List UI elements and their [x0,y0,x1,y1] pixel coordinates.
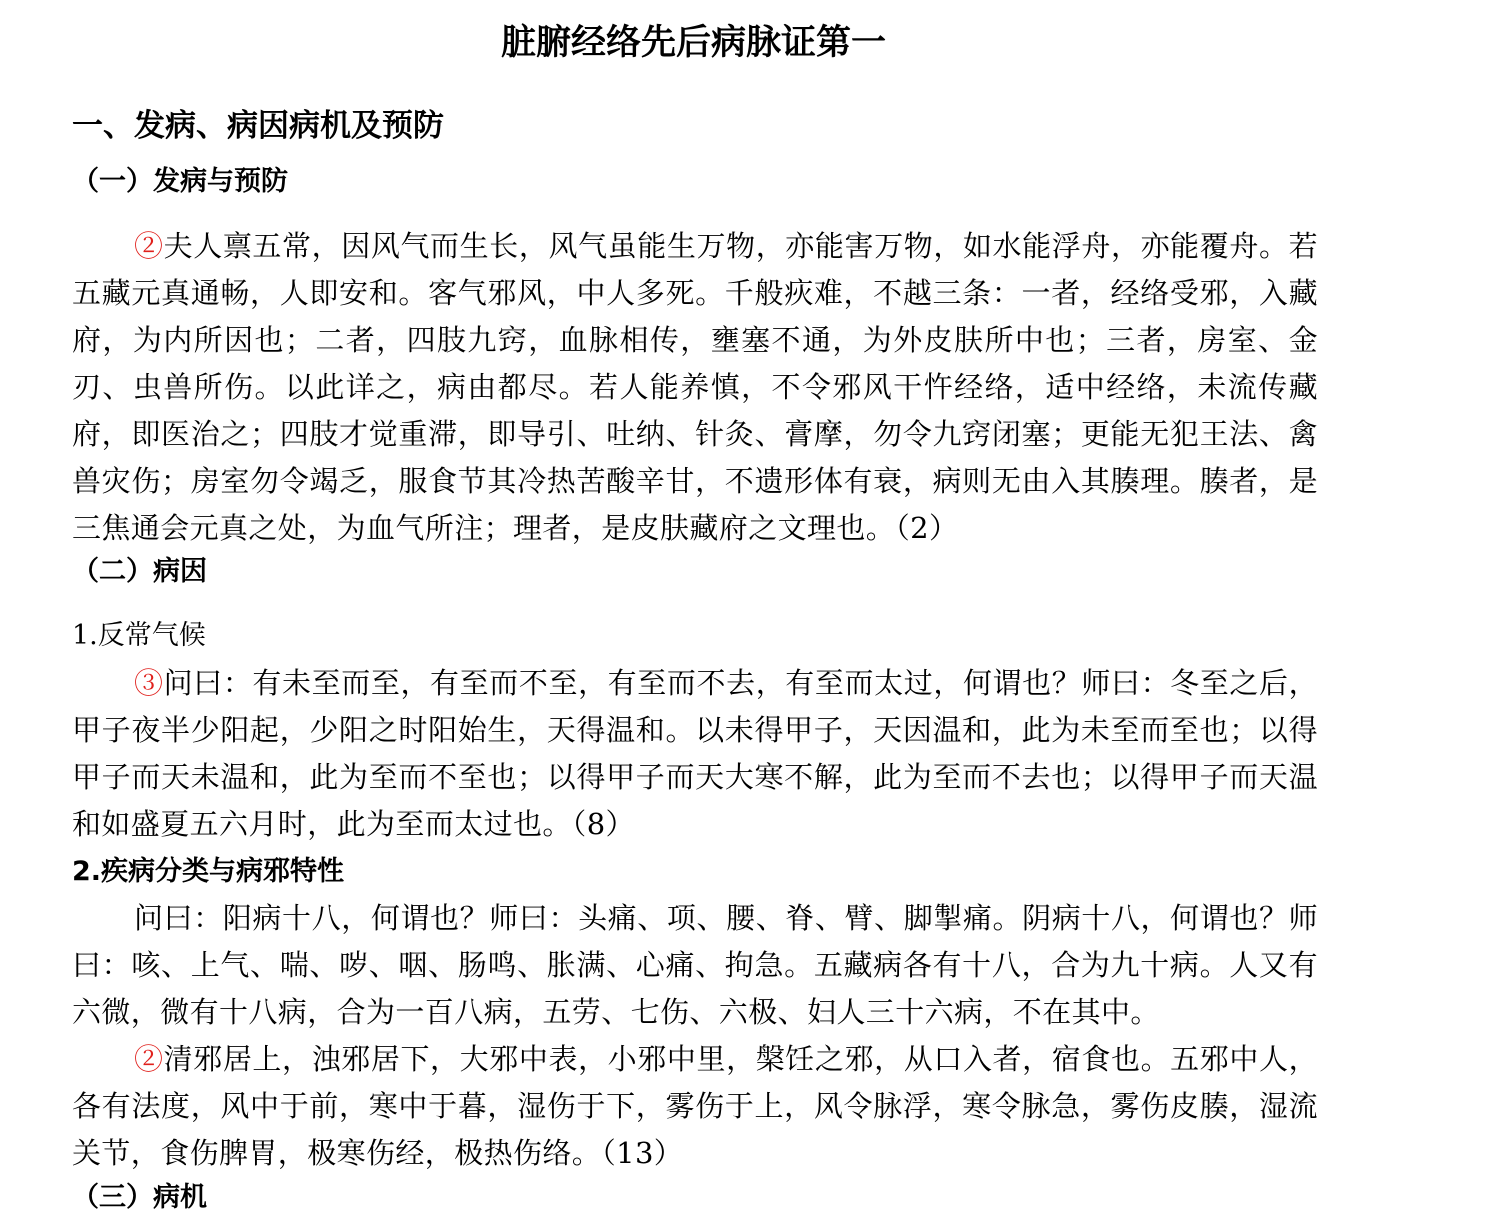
circled-number-marker: ③ [134,666,164,700]
page-title: 脏腑经络先后病脉证第一 [500,23,886,63]
item-heading-abnormal-climate: 1.反常气候 [72,620,206,651]
paragraph-pathogen-characteristics [72,1036,1318,1177]
circled-number-marker: ② [134,1042,164,1076]
circled-number-marker: ② [134,229,164,263]
item-heading-disease-classification: 2.疾病分类与病邪特性 [72,856,345,887]
paragraph-text: 夫人禀五常，因风气而生长，风气虽能生万物，亦能害万物，如水能浮舟，亦能覆舟。若五藏元真通畅，人即安和。客气邪风，中人多死。千般疢难，不越三条：一者，经络受邪，入藏府，为内所因也；二者，四肢九窍，血脉相传，壅塞不通，为外皮肤所中也；三者，房室、金刃、虫兽所伤。以此详之，病由都尽。若人能养慎，不令邪风干忤经络，适中经络，未流传藏府，即医治之；四肢才觉重滞，即导引、吐纳、针灸、膏摩，勿令九窍闭塞；更能无犯王法、禽兽灾伤；房室勿令竭乏，服食节其冷热苦酸辛甘，不遗形体有衰，病则无由入其腠理。腠者，是三焦通会元真之处，为血气所注；理者，是皮肤藏府之文理也。（2） [72,229,1318,545]
subsection-heading-etiology: （二）病因 [72,556,207,587]
paragraph-onset-prevention [72,223,1318,552]
paragraph-text: 清邪居上，浊邪居下，大邪中表，小邪中里，槃饪之邪，从口入者，宿食也。五邪中人，各有法度，风中于前，寒中于暮，湿伤于下，雾伤于上，风令脉浮，寒令脉急，雾伤皮腠，湿流关节，食伤脾胃，极寒伤经，极热伤络。（13） [72,1042,1318,1170]
paragraph-text: 问曰：阳病十八，何谓也？师曰：头痛、项、腰、脊、臂、脚掣痛。阴病十八，何谓也？师曰：咳、上气、喘、哕、咽、肠鸣、胀满、心痛、拘急。五藏病各有十八，合为九十病。人又有六微，微有十八病，合为一百八病，五劳、七伤、六极、妇人三十六病，不在其中。 [72,901,1318,1029]
subsection-heading-onset: （一）发病与预防 [72,166,288,197]
subsection-heading-pathogenesis: （三）病机 [72,1182,207,1213]
paragraph-text: 问曰：有未至而至，有至而不至，有至而不去，有至而太过，何谓也？师曰：冬至之后，甲子夜半少阳起，少阳之时阳始生，天得温和。以未得甲子，天因温和，此为未至而至也；以得甲子而天未温和，此为至而不至也；以得甲子而天大寒不解，此为至而不去也；以得甲子而天温和如盛夏五六月时，此为至而太过也。（8） [72,666,1318,841]
section-heading-1: 一、发病、病因病机及预防 [72,108,444,144]
paragraph-abnormal-climate [72,660,1318,848]
paragraph-disease-classification [72,895,1318,1036]
